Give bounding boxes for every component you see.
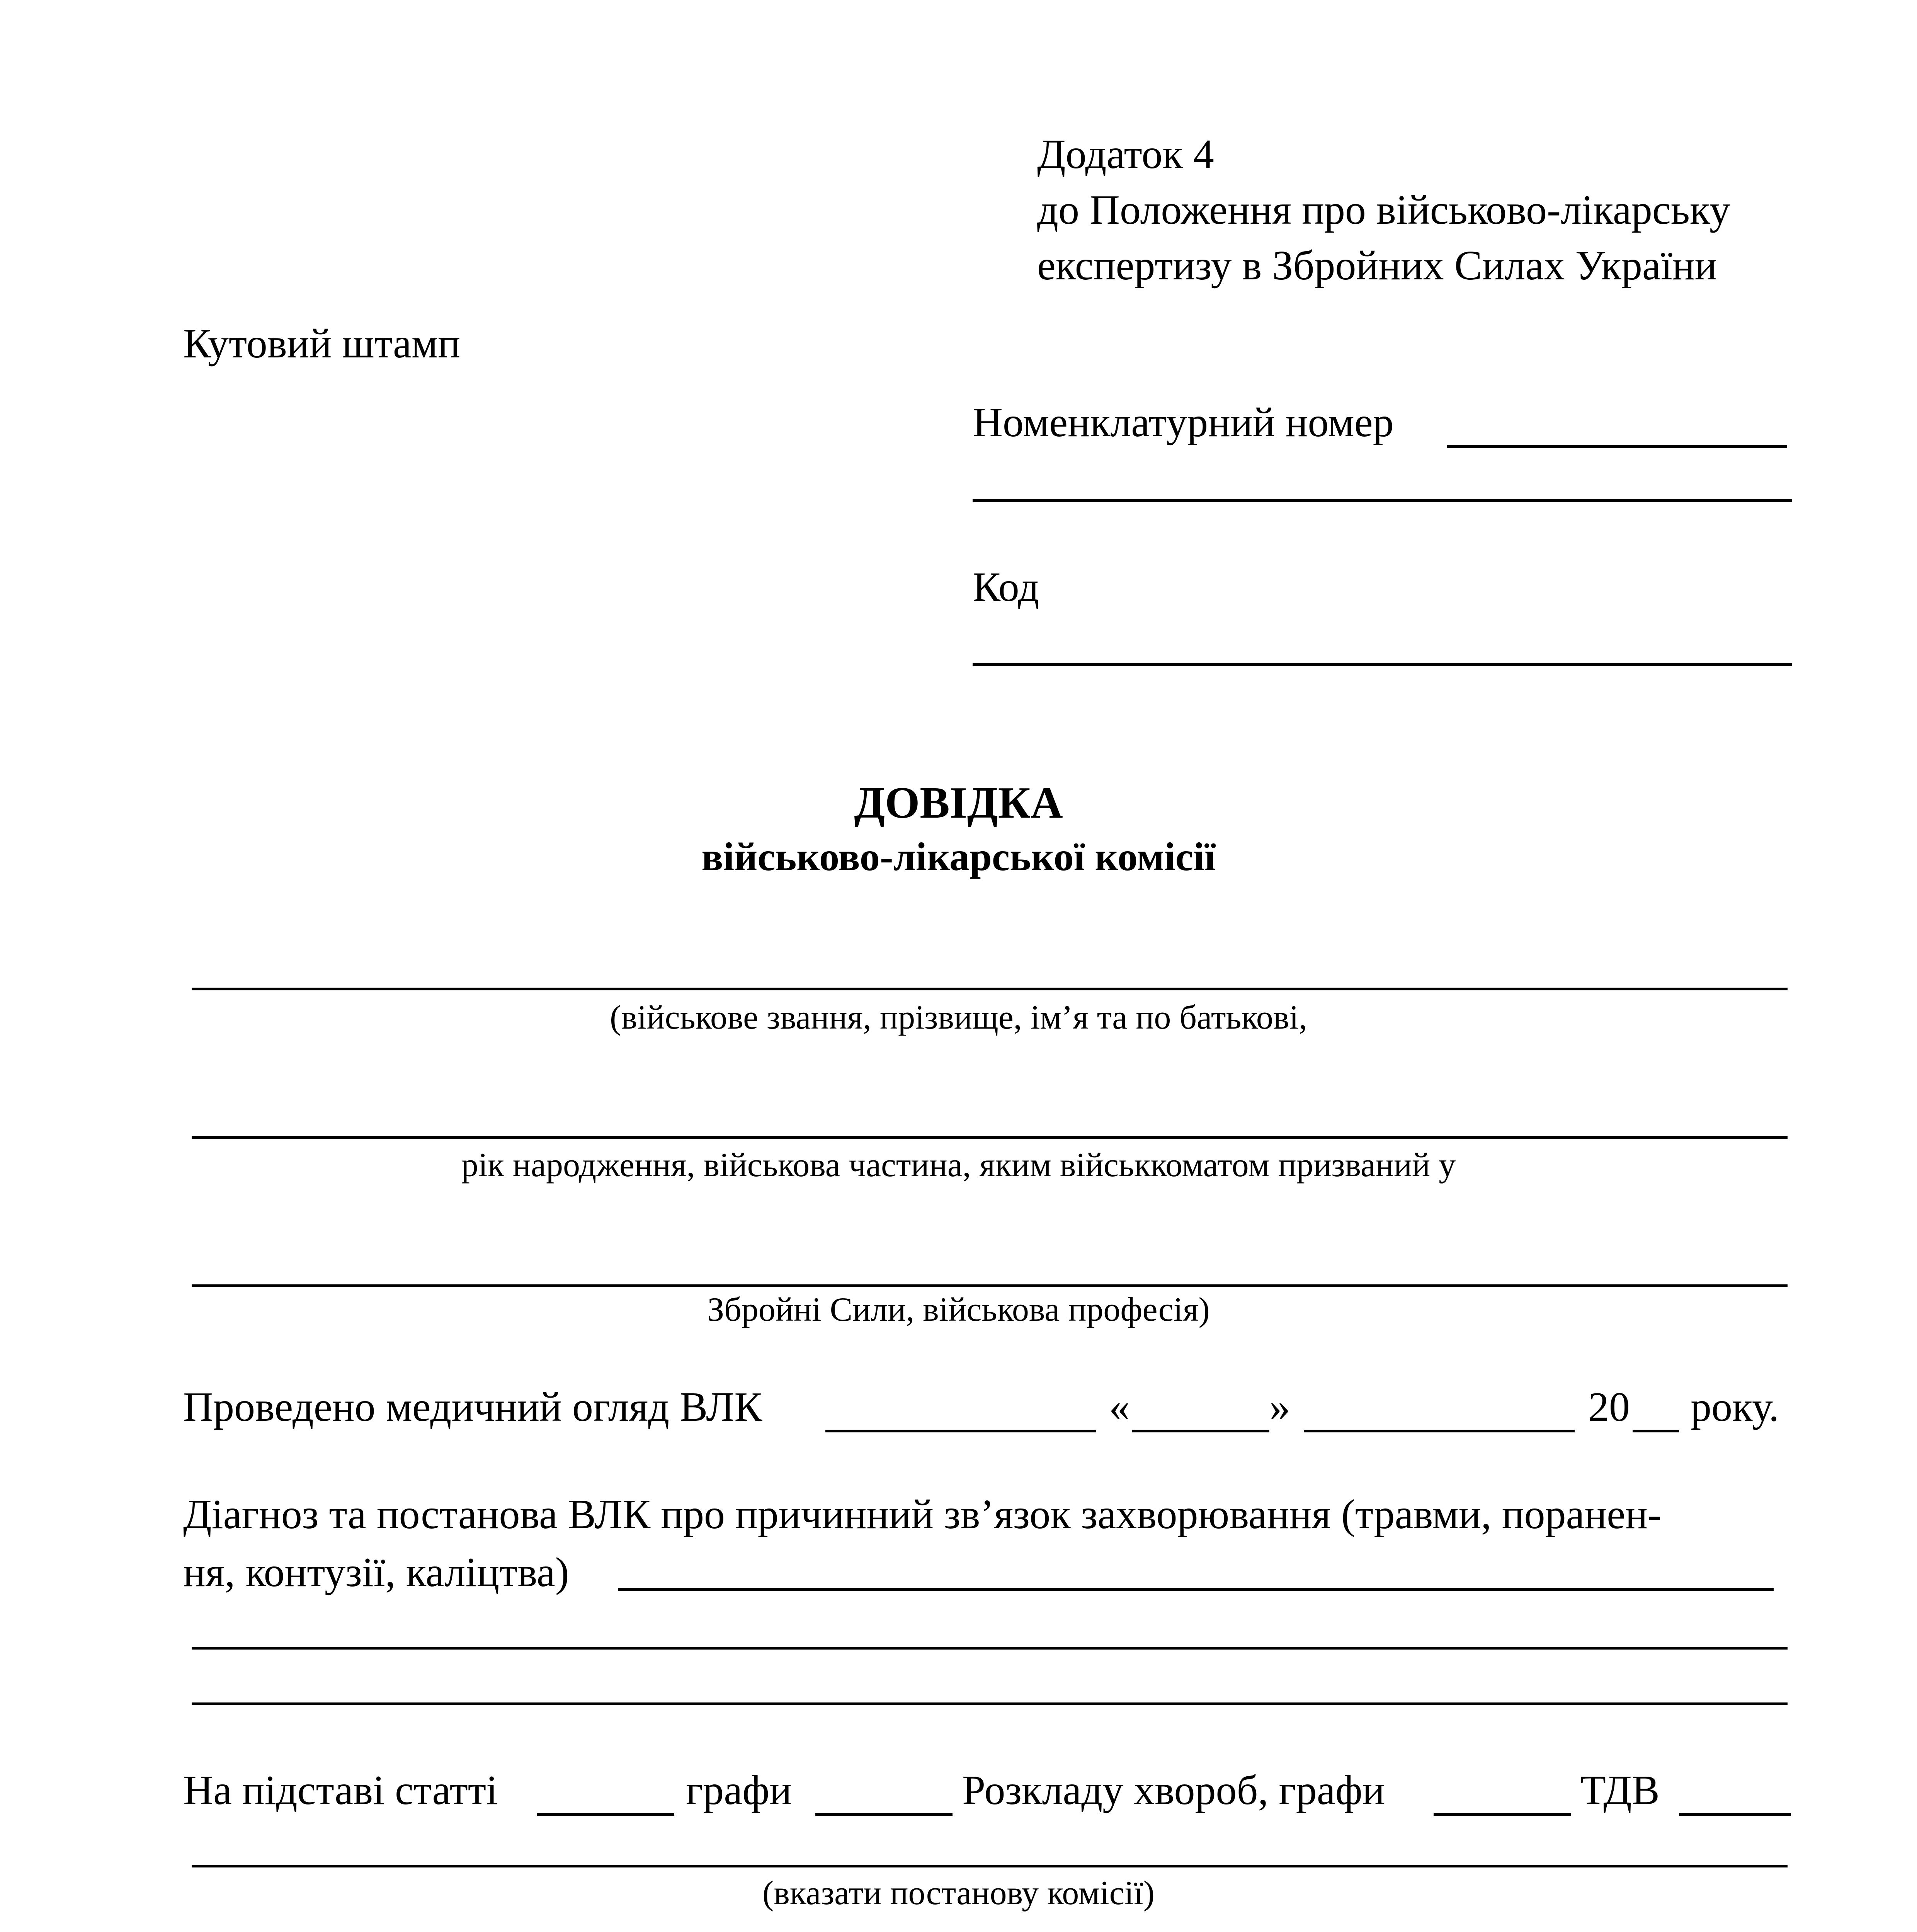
exam-place-input-line[interactable] <box>825 1430 1096 1432</box>
commission-decision-input-line[interactable] <box>192 1865 1788 1867</box>
appendix-line-1: Додаток 4 <box>1037 131 1214 177</box>
diagnosis-label-line-1: Діагноз та постанова ВЛК про причинний зв’язок захворювання (травми, поранен- <box>183 1492 1662 1537</box>
nomenclature-label: Номенклатурний номер <box>973 400 1394 446</box>
exam-year-prefix: 20 <box>1588 1384 1630 1430</box>
diagnosis-label-line-2: ня, контузії, каліцтва) <box>183 1549 569 1595</box>
code-input-line[interactable] <box>973 663 1792 666</box>
tdv-label: ТДВ <box>1580 1767 1660 1813</box>
tdv-input-line[interactable] <box>1679 1813 1791 1816</box>
appendix-line-2: до Положення про військово-лікарську <box>1037 187 1730 233</box>
corner-stamp-label: Кутовий штамп <box>183 321 461 367</box>
person-info-line-3[interactable] <box>192 1284 1788 1287</box>
person-info-caption-3: Збройні Сили, військова професія) <box>707 1291 1210 1328</box>
exam-month-input-line[interactable] <box>1304 1430 1575 1432</box>
nomenclature-input-line[interactable] <box>1447 445 1787 448</box>
exam-year-input-line[interactable] <box>1633 1430 1679 1432</box>
diagnosis-input-line-2[interactable] <box>192 1647 1788 1650</box>
person-info-caption-1: (військове звання, прізвище, ім’я та по батькові, <box>610 999 1307 1036</box>
schedule-column-input-line[interactable] <box>1434 1813 1571 1816</box>
code-label: Код <box>973 564 1039 610</box>
exam-day-input-line[interactable] <box>1132 1430 1269 1432</box>
appendix-line-3: експертизу в Збройних Силах України <box>1037 243 1717 289</box>
schedule-column-label: Розкладу хвороб, графи <box>962 1767 1385 1813</box>
nomenclature-input-line-2[interactable] <box>973 499 1792 502</box>
person-info-line-2[interactable] <box>192 1136 1788 1139</box>
exam-quote-open: « <box>1109 1384 1130 1430</box>
commission-decision-caption: (вказати постанову комісії) <box>762 1874 1155 1912</box>
column-label: графи <box>686 1767 792 1813</box>
document-title: ДОВІДКА <box>854 778 1063 828</box>
article-label: На підставі статті <box>183 1767 498 1813</box>
exam-quote-close: » <box>1269 1384 1290 1430</box>
person-info-line-1[interactable] <box>192 988 1788 990</box>
exam-year-suffix: року. <box>1691 1384 1779 1430</box>
article-input-line[interactable] <box>537 1813 674 1816</box>
diagnosis-input-line-1[interactable] <box>618 1588 1774 1591</box>
diagnosis-input-line-3[interactable] <box>192 1702 1788 1705</box>
exam-label: Проведено медичний огляд ВЛК <box>183 1384 762 1430</box>
person-info-caption-2: рік народження, військова частина, яким військкоматом призваний у <box>461 1146 1456 1184</box>
document-subtitle: військово-лікарської комісії <box>701 835 1216 879</box>
column-input-line[interactable] <box>815 1813 953 1816</box>
